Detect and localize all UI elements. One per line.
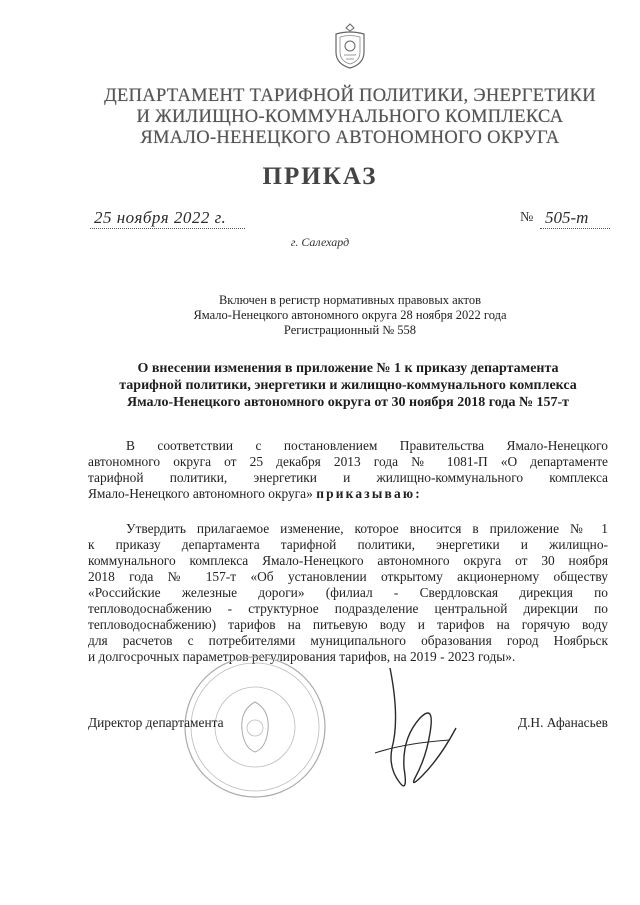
department-header	[60, 86, 640, 149]
paragraph-line: коммунального комплекса Ямало-Ненецкого автономного округа от 30 ноября	[88, 553, 608, 568]
preamble-paragraph	[88, 438, 608, 502]
paragraph-line: к приказу департамента тарифной политики, энергетики и жилищно-	[88, 537, 608, 552]
document-type: ПРИКАЗ	[262, 163, 378, 190]
registration-line-1: Включен в регистр нормативных правовых актов	[218, 293, 482, 307]
handwritten-signature	[360, 658, 470, 803]
coat-of-arms-icon	[331, 22, 369, 70]
main-paragraph	[88, 521, 608, 665]
paragraph-line: и долгосрочных параметров регулирования тарифов, на 2019 - 2023 годы».	[88, 649, 516, 664]
date-number-line	[90, 208, 610, 232]
date-underline	[90, 228, 245, 229]
paragraph-line: Утвердить прилагаемое изменение, которое вносится в приложение № 1	[126, 521, 608, 536]
registration-note	[0, 293, 640, 338]
number-underline	[540, 228, 610, 229]
paragraph-line: тепловодоснабжению) тарифов на питьевую воду и тарифов на горячую воду	[88, 617, 608, 632]
paragraph-line: тепловодоснабжению - структурное подразделение центральной дирекции по	[88, 601, 608, 616]
paragraph-line: тарифной политики, энергетики и жилищно-коммунального комплекса	[88, 470, 608, 485]
number-label: №	[520, 210, 534, 225]
registration-line-3: Регистрационный № 558	[283, 323, 417, 337]
order-title	[88, 360, 608, 411]
department-line-1: ДЕПАРТАМЕНТ ТАРИФНОЙ ПОЛИТИКИ, ЭНЕРГЕТИКИ	[104, 86, 596, 106]
title-line-3: Ямало-Ненецкого автономного округа от 30 ноября 2018 года № 157-т	[126, 395, 570, 410]
signer-position: Директор департамента	[88, 715, 224, 730]
paragraph-line: 2018 года № 157-т «Об установлении открытому акционерному обществу	[88, 569, 608, 584]
paragraph-line: «Российские железные дороги» (филиал - Свердловская дирекция по	[88, 585, 608, 600]
department-line-3: ЯМАЛО-НЕНЕЦКОГО АВТОНОМНОГО ОКРУГА	[140, 128, 560, 148]
order-verb: приказываю:	[316, 486, 422, 501]
signer-name: Д.Н. Афанасьев	[517, 715, 608, 730]
paragraph-text: Ямало-Ненецкого автономного округа»	[88, 486, 313, 501]
handwritten-date: 25 ноября 2022 г.	[94, 208, 227, 227]
paragraph-line: автономного округа от 25 декабря 2013 года № 1081-П «О департаменте	[88, 454, 608, 469]
registration-line-2: Ямало-Ненецкого автономного округа 28 ноября 2022 года	[193, 308, 507, 322]
paragraph-line: для расчетов с потребителями муниципального образования город Ноябрьск	[88, 633, 608, 648]
handwritten-number: 505-т	[545, 208, 589, 227]
title-line-2: тарифной политики, энергетики и жилищно-коммунального комплекса	[119, 378, 577, 393]
city: г. Салехард	[290, 235, 350, 249]
paragraph-line: В соответствии с постановлением Правительства Ямало-Ненецкого	[126, 438, 608, 453]
title-line-1: О внесении изменения в приложение № 1 к приказу департамента	[137, 361, 559, 376]
department-line-2: И ЖИЛИЩНО-КОММУНАЛЬНОГО КОМПЛЕКСА	[136, 107, 564, 127]
paragraph-line	[88, 486, 608, 502]
